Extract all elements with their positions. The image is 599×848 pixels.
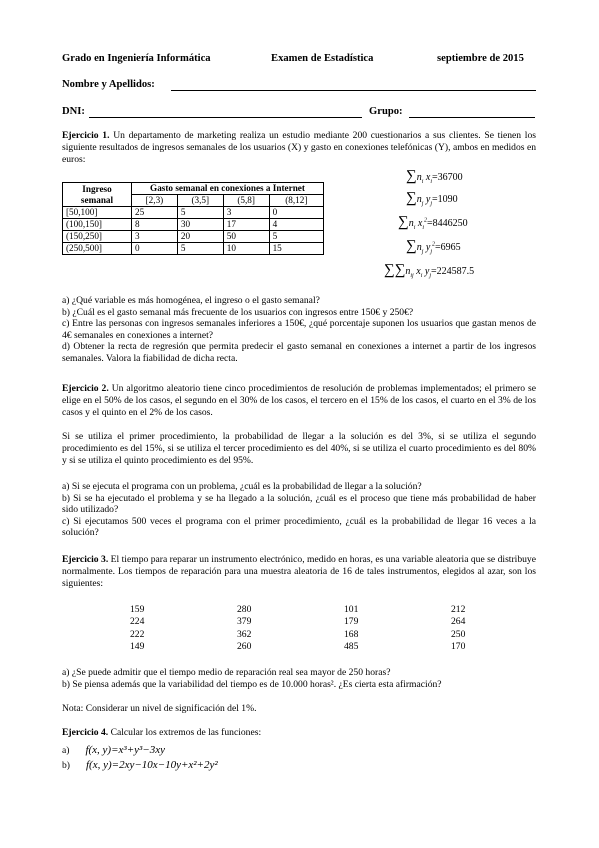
row-label: (150,250] [63,231,132,243]
table-row [63,231,324,243]
col-label: (5,8] [223,195,269,207]
item-label: b) [62,760,70,771]
question-item: c) Si ejecutamos 500 veces el programa con el primer procedimiento, ¿cuál es la probabilidad de llegar 16 veces a la solución? [62,515,536,539]
data-value: 101 [344,604,359,615]
data-value: 179 [344,616,359,628]
name-label: Nombre y Apellidos: [62,79,155,90]
sum-ny2: $\sum n_j$ $y_j^2=6965$ [406,238,461,255]
question-item: b) ¿Cuál es el gasto semanal más frecuente de los usuarios con ingresos entre 150€ y 250€? [62,306,414,318]
ex3-data-col-4 [451,604,465,654]
row-header: Ingreso semanal [63,183,132,207]
sum-nx2: $\sum n_i$ $x_i^2=8446250$ [398,214,468,231]
table-cell: 5 [269,231,323,243]
ex1-text: Un departamento de marketing realiza un estudio mediante 200 cuestionarios a sus clientes. Se tienen los siguiente resultados de ingresos semanales de los usuarios (X) y gasto en conexiones telefónicas (Y), ambos en medidos en euros: [62,130,536,166]
data-value: 222 [130,628,145,640]
table-cell: 3 [223,207,269,219]
sum-nxy: $\sum\sum n_{ij}$ $x_i$ $y_j=224587.5$ [384,262,475,279]
name-field-line [171,90,536,91]
ex1-sums [380,168,540,288]
data-value: 168 [344,628,359,640]
table-cell: 5 [177,207,223,219]
ex4-item-b [62,755,218,773]
ex3-text: El tiempo para reparar un instrumento electrónico, medido en horas, es una variable aleatoria que se distribuye normalmente. Los tiempos de reparación para una muestra aleatoria de 16 de tales instrumentos, elegidos al azar, son los siguientes: [62,554,536,590]
question-item: d) Obtener la recta de regresión que permita predecir el gasto semanal en conexiones a internet a partir de los ingresos semanales. Valora la fiabilidad de dicha recta. [62,341,536,364]
group-field-line [409,117,535,118]
question-item: a) ¿Se puede admitir que el tiempo medio de reparación real sea mayor de 250 horas? [62,667,391,678]
ex3-data-col-3 [344,604,358,654]
col-label: [2,3) [132,195,178,207]
data-value: 159 [130,604,145,615]
ex2-title: Ejercicio 2. [62,383,109,394]
ex4-title: Ejercicio 4. [62,727,109,738]
col-group-header: Gasto semanal en conexiones a Internet [132,183,324,195]
table-cell: 0 [132,243,178,255]
sum-value: =224587.5 [430,266,475,277]
ex2-text: Un algoritmo aleatorio tiene cinco procedimientos de resolución de problemas implementados; el primero se elige en el 50% de los casos, el segundo en el 30% de los casos, el tercero en el 15% de los casos, el cuarto en el 3% de los casos y el quinto en el 2% de los casos. [62,383,536,419]
table-cell: 15 [269,243,323,255]
table-row [63,243,324,255]
sum-value: =6965 [435,242,461,253]
data-value: 170 [451,641,466,653]
sum-value: =36700 [432,172,463,183]
ex3-questions [62,667,536,690]
sum-nx: $\sum n_i$ $x_i=36700$ [406,168,463,185]
data-value: 250 [451,628,466,640]
sum-ny: $\sum n_j$ $y_j=1090$ [406,190,458,207]
ex1-title: Ejercicio 1. [62,130,110,141]
ex4-statement [62,727,536,739]
table-cell: 20 [177,231,223,243]
ex4-text: Calcular los extremos de las funciones: [110,727,262,738]
table-cell: 30 [177,219,223,231]
exam-date: septiembre de 2015 [437,53,524,64]
row-label: (100,150] [63,219,132,231]
exam-title: Examen de Estadística [271,53,374,64]
question-item: b) Se piensa además que la variabilidad del tiempo es de 10.000 horas². ¿Es cierta esta afirmación? [62,678,442,690]
degree-title: Grado en Ingeniería Informática [62,53,211,64]
col-label: (8,12] [269,195,323,207]
table-cell: 4 [269,219,323,231]
group-label: Grupo: [369,106,403,117]
question-item: b) Si se ha ejecutado el problema y se ha llegado a la solución, ¿cuál es el proceso que tiene más probabilidad de haber sido utilizado? [62,492,536,516]
ex2-statement [62,383,536,420]
table-cell: 0 [269,207,323,219]
table-cell: 17 [223,219,269,231]
data-value: 264 [451,616,466,628]
item-label: a) [62,745,70,756]
dni-label: DNI: [62,106,85,117]
data-value: 212 [451,604,466,615]
ex1-questions [62,295,536,365]
table-cell: 5 [177,243,223,255]
ex3-title: Ejercicio 3. [62,554,109,565]
question-item: a) Si se ejecuta el programa con un problema, ¿cuál es la probabilidad de llegar a la solución? [62,481,422,492]
question-item: c) Entre las personas con ingresos semanales inferiores a 150€, ¿qué porcentaje suponen los usuarios que gastan menos de 4€ semanales en conexiones a internet? [62,318,536,341]
data-value: 224 [130,616,145,628]
question-item: a) ¿Qué variable es más homogénea, el ingreso o el gasto semanal? [62,295,320,306]
data-value: 485 [344,641,359,653]
data-value: 260 [237,641,252,653]
table-cell: 25 [132,207,178,219]
ex3-data-col-2 [237,604,251,654]
ex2-text2: Si se utiliza el primer procedimiento, la probabilidad de llegar a la solución es del 3%, si se utiliza el segundo procedimiento es del 15%, si se utiliza el tercer procedimiento es del 40%, si se utiliza el cuarto procedimiento es del 80% y si se utiliza el quinto procedimiento es del 95%. [62,431,536,467]
row-label: [50,100] [63,207,132,219]
row-label: (250,500] [63,243,132,255]
table-cell: 50 [223,231,269,243]
table-row [63,219,324,231]
data-value: 362 [237,628,252,640]
ex2-questions [62,481,536,539]
ex1-statement [62,130,536,167]
sum-value: =1090 [432,194,458,205]
ex3-statement [62,554,536,591]
table-cell: 8 [132,219,178,231]
dni-field-line [89,117,362,118]
sum-value: =8446250 [427,218,468,229]
data-value: 280 [237,604,252,615]
ex3-note: Nota: Considerar un nivel de significación del 1%. [62,703,257,714]
function-a: f(x, y)=x³+y³−3xy [85,744,165,756]
data-value: 379 [237,616,252,628]
table-row [63,207,324,219]
table-cell: 10 [223,243,269,255]
data-value: 149 [130,641,145,653]
col-label: (3,5] [177,195,223,207]
ex3-data-col-1 [130,604,144,654]
function-b: f(x, y)=2xy−10x−10y+x²+2y² [86,759,218,771]
table-cell: 3 [132,231,178,243]
ex1-frequency-table [62,182,324,255]
